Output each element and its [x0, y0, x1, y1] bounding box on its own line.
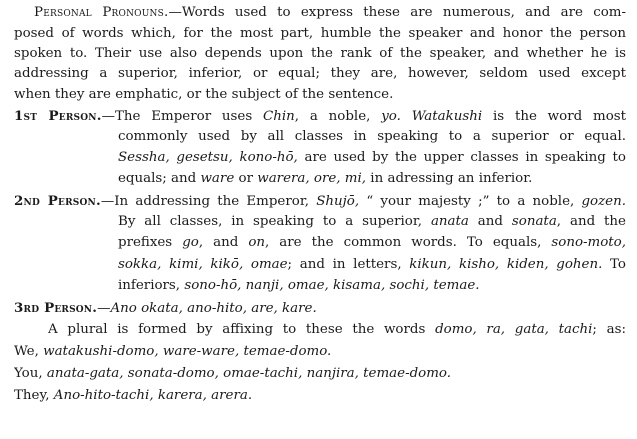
- text-span: are used by the upper classes in speaking to: [297, 150, 626, 165]
- pronoun-term: sonata: [511, 214, 557, 229]
- third-person-line: [14, 298, 626, 318]
- text-span: “ your majesty ;” to a noble,: [359, 194, 582, 209]
- pronoun-term: domo, ra, gata, tachi: [435, 322, 593, 337]
- pronoun-term: go: [182, 235, 199, 250]
- first-person-line: [118, 148, 626, 168]
- text-span: A plural is formed by affixing to these the words: [48, 322, 436, 337]
- text-span: ; and in letters,: [287, 257, 410, 272]
- second-person-line: [118, 212, 626, 232]
- text-span: , and: [198, 235, 249, 250]
- example-label: We,: [14, 344, 39, 359]
- text-span: is the word most: [482, 109, 626, 124]
- example-label: You,: [14, 366, 43, 381]
- third-person-label: 3rd Person.: [14, 300, 98, 316]
- pronoun-term: sokka, kimi, kikō, omae: [118, 257, 288, 272]
- first-person-label: 1st Person.: [14, 108, 102, 124]
- pronoun-term: gozen.: [581, 194, 626, 209]
- text-span: prefixes: [118, 235, 183, 250]
- text-span: —: [97, 301, 111, 316]
- text-span: in adressing an inferior.: [366, 171, 533, 186]
- pronoun-term: Shujō,: [316, 194, 360, 209]
- pronoun-term: kikun, kisho, kiden, gohen.: [409, 257, 603, 272]
- first-person-line: [118, 169, 626, 189]
- paragraph-line: spoken to. Their use also depends upon the rank of the speaker, and whether he is: [14, 46, 626, 61]
- pronoun-term: yo.: [381, 109, 401, 124]
- pronoun-term: warera, ore, mi,: [257, 171, 367, 186]
- second-person-label: 2nd Person.: [14, 193, 101, 209]
- text-span: and: [468, 214, 512, 229]
- text-span: , a noble,: [294, 109, 382, 124]
- example-you-line: [14, 364, 626, 384]
- pronoun-term: ware: [200, 171, 235, 186]
- text-span: or: [234, 171, 258, 186]
- pronoun-term: Ano okata, ano-hito, are, kare.: [110, 301, 317, 316]
- pronoun-term: sono-hō, nanji, omae, kisama, sochi, temae.: [184, 278, 480, 293]
- pronoun-term: anata: [430, 214, 469, 229]
- pronoun-term: on: [248, 235, 266, 250]
- text-span: By all classes, in speaking to a superior,: [118, 214, 431, 229]
- pronoun-term: Sessha, gesetsu, kono-hō,: [118, 150, 298, 165]
- second-person-line: [118, 276, 626, 296]
- paragraph-line: when they are emphatic, or the subject of the sentence.: [14, 87, 394, 102]
- pronoun-term: anata-gata, sonata-domo, omae-tachi, nanjira, temae-domo.: [42, 366, 452, 381]
- text-span: inferiors,: [118, 278, 185, 293]
- second-person-line: [118, 233, 626, 253]
- pronoun-term: watakushi-domo, ware-ware, temae-domo.: [38, 344, 332, 359]
- pronoun-term: Watakushi: [411, 109, 483, 124]
- first-person-line: [14, 106, 626, 126]
- second-person-line: [118, 255, 626, 275]
- text-span: —The Emperor uses: [101, 109, 264, 124]
- example-label: They,: [14, 388, 50, 403]
- text-span: equals; and: [118, 171, 201, 186]
- plural-line: [48, 320, 626, 340]
- text-span: ; as:: [592, 322, 626, 337]
- text-span: —In addressing the Emperor,: [100, 194, 317, 209]
- second-person-line: [14, 191, 626, 211]
- text-span: —Words used to express these are numerous, and are com-: [168, 5, 626, 20]
- pronoun-term: Ano-hito-tachi, karera, arera.: [49, 388, 253, 403]
- paragraph-line: posed of words which, for the most part, humble the speaker and honor the person: [14, 26, 626, 41]
- pronoun-term: Chin: [263, 109, 295, 124]
- section-heading: Personal Pronouns.: [34, 5, 169, 20]
- pronoun-term: sono-moto,: [551, 235, 626, 250]
- text-span: To: [602, 257, 626, 272]
- text-span: , and the: [556, 214, 626, 229]
- example-they-line: [14, 386, 626, 406]
- example-we-line: [14, 342, 626, 362]
- text-span: , are the common words. To equals,: [265, 235, 552, 250]
- first-person-line: commonly used by all classes in speaking to a superior or equal.: [118, 129, 626, 144]
- text-span: [401, 109, 412, 124]
- paragraph-line: [34, 3, 626, 23]
- paragraph-line: addressing a superior, inferior, or equal; they are, however, seldom used except: [14, 66, 626, 81]
